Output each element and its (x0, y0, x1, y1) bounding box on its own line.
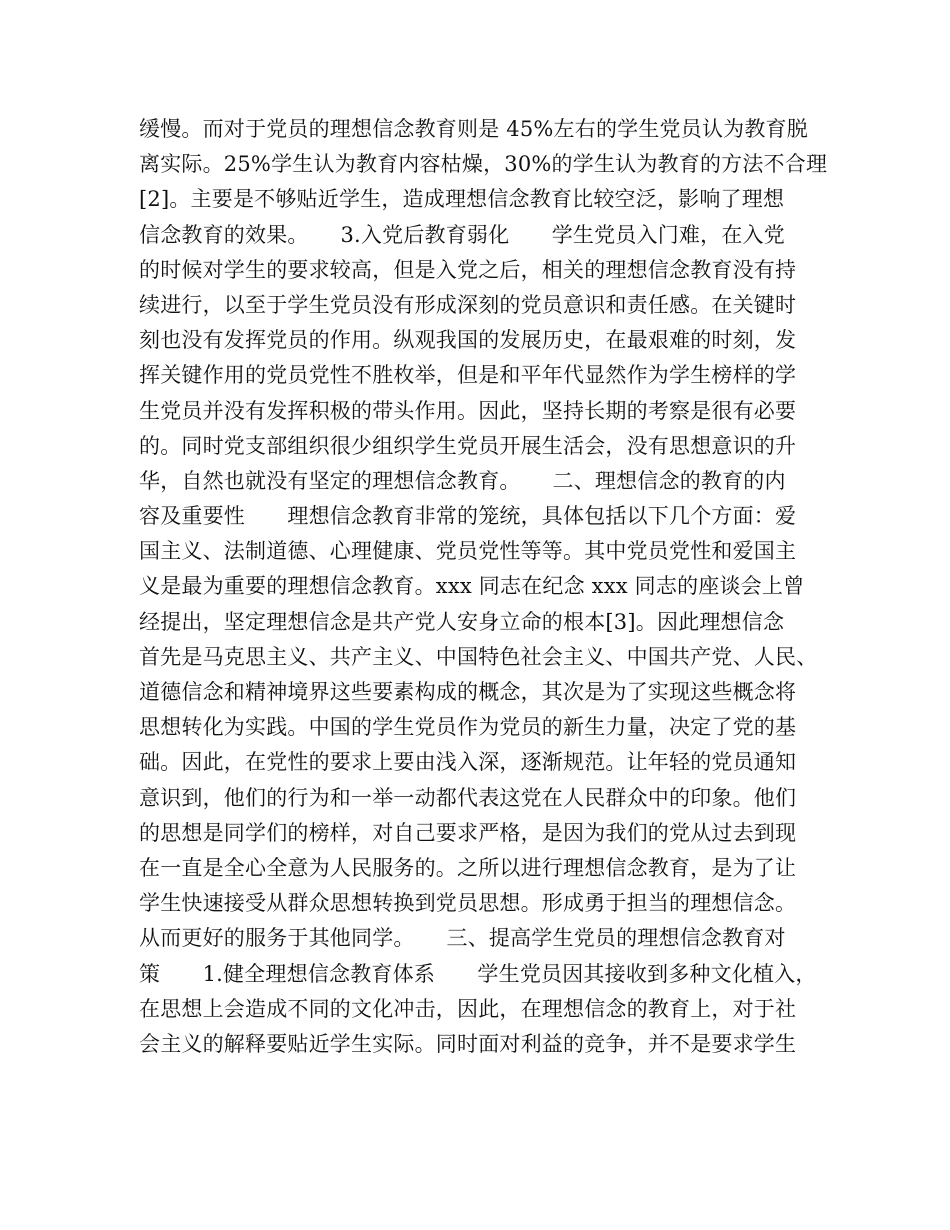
text-line: 的时候对学生的要求较高，但是入党之后，相关的理想信念教育没有持 (139, 257, 797, 282)
text-line: 策 1.健全理想信念教育体系 学生党员因其接收到多种文化植入， (139, 961, 817, 986)
text-line: 首先是马克思主义、共产主义、中国特色社会主义、中国共产党、人民、 (139, 644, 818, 669)
text-line: 容及重要性 理想信念教育非常的笼统，具体包括以下几个方面：爱 (139, 504, 797, 529)
text-line: 思想转化为实践。中国的学生党员作为党员的新生力量，决定了党的基 (139, 715, 797, 740)
body-text (139, 112, 829, 1062)
text-line: 意识到，他们的行为和一举一动都代表这党在人民群众中的印象。他们 (139, 785, 797, 810)
text-line: 础。因此，在党性的要求上要由浅入深，逐渐规范。让年轻的党员通知 (139, 750, 797, 775)
text-line: 经提出，坚定理想信念是共产党人安身立命的根本[3]。因此理想信念 (139, 609, 785, 634)
text-line: 生党员并没有发挥积极的带头作用。因此，坚持长期的考察是很有必要 (139, 398, 797, 423)
text-line: 信念教育的效果。 3.入党后教育弱化 学生党员入门难，在入党 (139, 222, 785, 247)
text-line: 国主义、法制道德、心理健康、党员党性等等。其中党员党性和爱国主 (139, 539, 797, 564)
text-line: 从而更好的服务于其他同学。 三、提高学生党员的理想信念教育对 (139, 926, 786, 951)
text-line: 的思想是同学们的榜样，对自己要求严格，是因为我们的党从过去到现 (139, 820, 797, 845)
text-line: 的。同时党支部组织很少组织学生党员开展生活会，没有思想意识的升 (139, 433, 797, 458)
text-line: 缓慢。而对于党员的理想信念教育则是 45%左右的学生党员认为教育脱 (139, 117, 808, 141)
text-line: 在一直是全心全意为人民服务的。之所以进行理想信念教育，是为了让 (139, 855, 797, 880)
text-line: 华，自然也就没有坚定的理想信念教育。 二、理想信念的教育的内 (139, 468, 786, 493)
text-line: 离实际。25%学生认为教育内容枯燥，30%的学生认为教育的方法不合理 (139, 152, 828, 177)
text-line: [2]。主要是不够贴近学生，造成理想信念教育比较空泛，影响了理想 (139, 187, 785, 212)
text-line: 挥关键作用的党员党性不胜枚举，但是和平年代显然作为学生榜样的学 (139, 363, 797, 388)
text-line: 续进行，以至于学生党员没有形成深刻的党员意识和责任感。在关键时 (139, 292, 797, 317)
text-line: 学生快速接受从群众思想转换到党员思想。形成勇于担当的理想信念。 (139, 891, 797, 916)
text-line: 在思想上会造成不同的文化冲击，因此，在理想信念的教育上，对于社 (139, 996, 797, 1021)
text-line: 道德信念和精神境界这些要素构成的概念，其次是为了实现这些概念将 (139, 680, 797, 704)
text-line: 刻也没有发挥党员的作用。纵观我国的发展历史，在最艰难的时刻，发 (139, 328, 797, 353)
text-line: 会主义的解释要贴近学生实际。同时面对利益的竞争，并不是要求学生 (139, 1031, 797, 1056)
text-line: 义是最为重要的理想信念教育。xxx 同志在纪念 xxx 同志的座谈会上曾 (139, 574, 805, 599)
